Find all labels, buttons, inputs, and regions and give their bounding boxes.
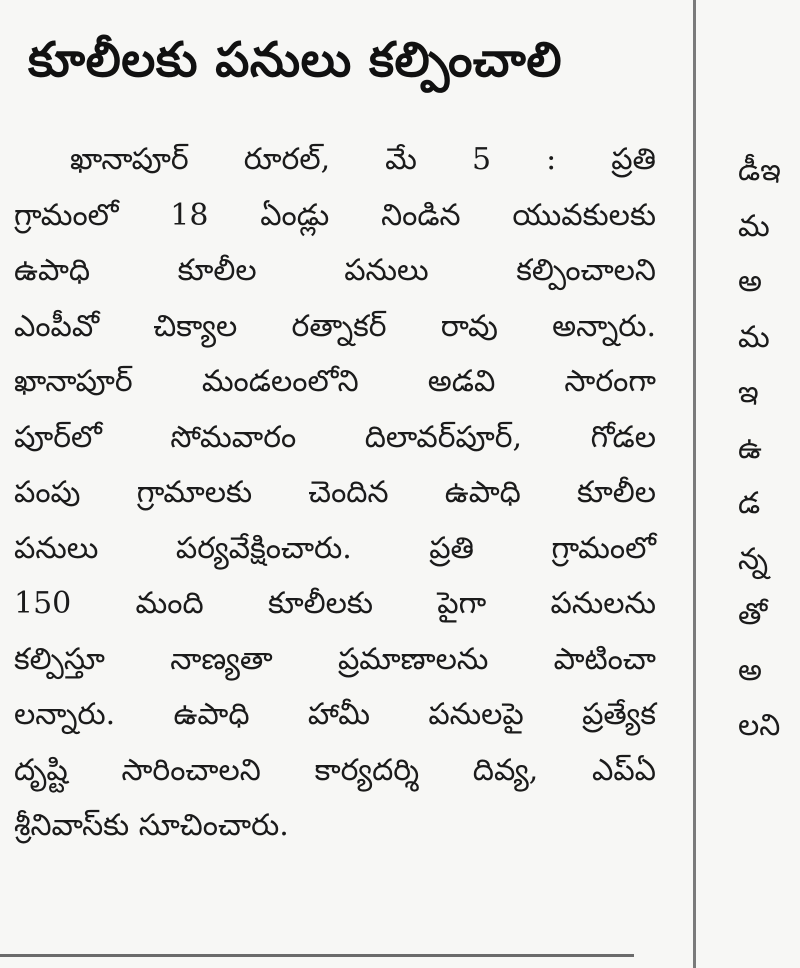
article-line: దృష్టి సారించాలని కార్యదర్శి దివ్య, ఎప్ఏ — [14, 752, 656, 788]
fragment-line: మ — [738, 208, 770, 244]
news-article — [14, 28, 656, 854]
article-body — [14, 132, 656, 854]
fragment-line: మ — [738, 319, 770, 355]
fragment-line: తో — [738, 597, 768, 632]
article-line: పంపు గ్రామాలకు చెందిన ఉపాధి కూలీల — [14, 475, 656, 510]
fragment-line: డీఇ — [738, 153, 781, 188]
article-headline: కూలీలకు పనులు కల్పించాలి — [28, 32, 563, 88]
fragment-line: డ — [738, 486, 761, 521]
fragment-line: అ — [738, 264, 762, 299]
fragment-line: అ — [738, 652, 762, 688]
fragment-line: ఇ — [738, 375, 759, 410]
article-line: ఎంపీవో చిక్యాల రత్నాకర్ రావు అన్నారు. — [14, 308, 656, 344]
adjacent-column-fragment — [738, 143, 800, 754]
article-line: ఖానాపూర్ రూరల్, మే 5 : ప్రతి — [70, 142, 656, 177]
bottom-divider — [0, 954, 634, 957]
column-divider — [693, 0, 696, 968]
article-line: ఉపాధి కూలీల పనులు కల్పించాలని — [14, 253, 656, 288]
fragment-line: న్న — [738, 541, 768, 577]
fragment-line: లని — [738, 708, 781, 743]
fragment-line: ఉ — [738, 430, 762, 466]
article-line: లన్నారు. ఉపాధి హామీ పనులపై ప్రత్యేక — [14, 697, 656, 732]
article-line: ఖానాపూర్ మండలంలోని అడవి సారంగా — [14, 364, 656, 399]
article-line-last: శ్రీనివాస్‌కు సూచించారు. — [14, 808, 289, 843]
article-line: 150 మంది కూలీలకు పైగా పనులను — [14, 586, 656, 621]
article-line: పూర్‌లో సోమవారం దిలావర్‌పూర్, గోడల — [14, 419, 656, 455]
article-line: గ్రామంలో 18 ఏండ్లు నిండిన యువకులకు — [14, 197, 656, 233]
article-line: పనులు పర్యవేక్షించారు. ప్రతి గ్రామంలో — [14, 530, 656, 566]
article-line: కల్పిస్తూ నాణ్యతా ప్రమాణాలను పాటించా — [14, 641, 656, 677]
